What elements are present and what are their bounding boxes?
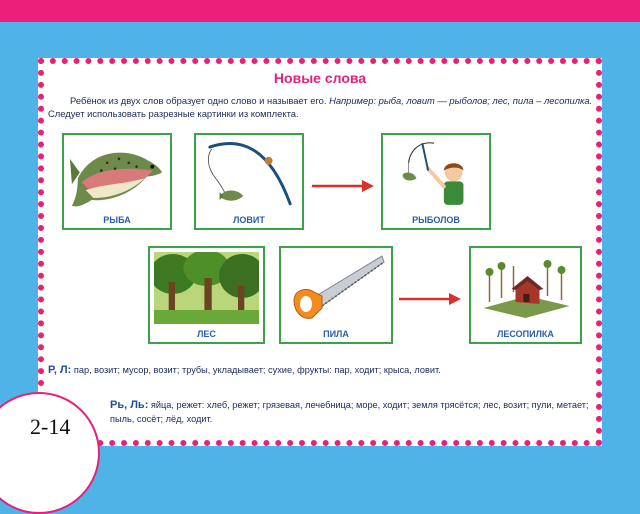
- fishing-rod-icon: [200, 139, 298, 210]
- card-fisherman: [381, 133, 491, 230]
- page-title: Новые слова: [273, 70, 367, 86]
- arrow-icon: [312, 179, 376, 193]
- intro-text: Ребёнок из двух слов образует одно слово и называет его.: [70, 95, 330, 106]
- phoneme-key-soft-r-l: Рь, Ль:: [110, 399, 149, 411]
- phoneme-words-r-l: пар, возит; мусор, возит; трубы, укладывает; сухие, фрукты: пар, ходит; крыса, ловит.: [73, 365, 441, 375]
- intro-instruction: Следует использовать разрезные картинки из комплекта.: [48, 108, 299, 119]
- trout-fish-icon: [68, 139, 166, 210]
- card-label-catches: ЛОВИТ: [233, 215, 265, 225]
- phoneme-line-r-l: [48, 363, 598, 377]
- card-catches: [194, 133, 304, 230]
- slide-number: 2-14: [30, 414, 71, 439]
- card-label-fish: РЫБА: [103, 215, 131, 225]
- hand-saw-icon: [285, 252, 387, 324]
- fisherman-boy-icon: [387, 139, 485, 210]
- card-sawmill: [469, 246, 582, 344]
- phoneme-words-soft-r-l: яйца, режет: хлеб, режет; грязевая, лечебница; море, ходит; земля трясётся; лес, возит; пули, метает; пыль, сосёт; лёд, ходит.: [110, 400, 589, 424]
- card-label-forest: ЛЕС: [197, 329, 216, 339]
- card-label-saw: ПИЛА: [323, 329, 349, 339]
- intro-example: Например: рыба, ловит — рыболов; лес, пила – лесопилка.: [329, 95, 593, 106]
- card-label-fisherman: РЫБОЛОВ: [412, 215, 460, 225]
- card-saw: [279, 246, 393, 344]
- intro-paragraph: [48, 94, 596, 120]
- top-accent-bar: [0, 0, 640, 22]
- arrow-icon: [399, 292, 463, 306]
- card-fish: [62, 133, 172, 230]
- card-label-sawmill: ЛЕСОПИЛКА: [497, 329, 554, 339]
- card-forest: [148, 246, 265, 344]
- phoneme-key-r-l: Р, Л:: [48, 364, 72, 376]
- forest-trees-icon: [154, 252, 259, 324]
- phoneme-line-soft-r-l: [110, 398, 598, 426]
- sawmill-house-icon: [475, 252, 576, 324]
